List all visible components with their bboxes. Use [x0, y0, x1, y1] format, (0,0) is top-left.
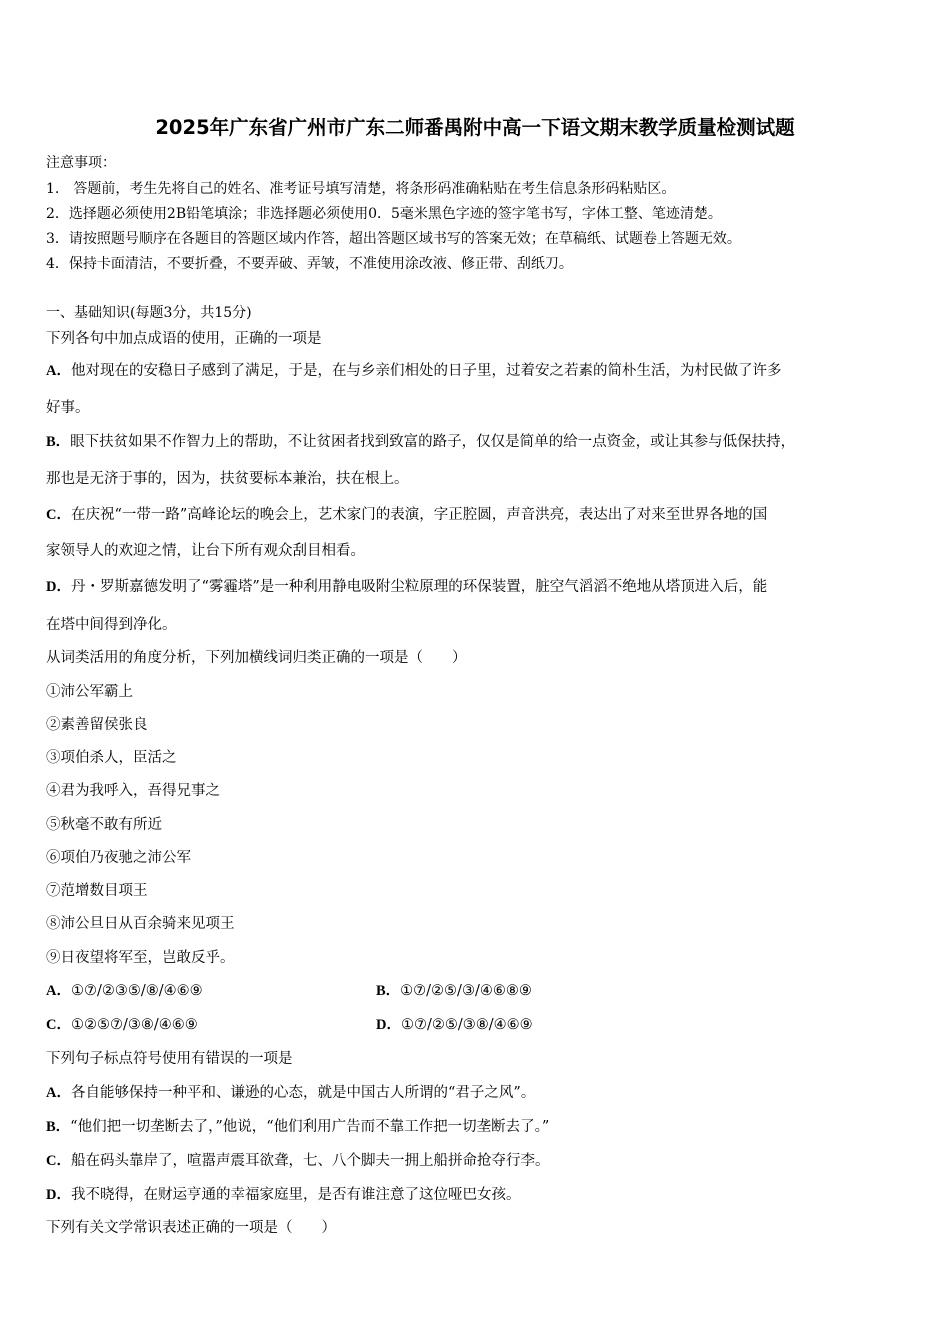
option-letter: A．	[46, 1085, 71, 1101]
option-letter: D．	[46, 1187, 71, 1203]
option-text: “他们把一切垄断去了，”他说，“他们利用广告而不靠工作把一切垄断去了。”	[70, 1119, 550, 1135]
option-text: ①②⑤⑦/③⑧/④⑥⑨	[70, 1017, 198, 1033]
q2-option-c	[46, 1013, 198, 1034]
q1-option-d-cont: 在塔中间得到净化。	[46, 617, 177, 633]
q2-stem: 从词类活用的角度分析，下列加横线词归类正确的一项是（ ）	[46, 650, 467, 666]
option-letter: A．	[46, 983, 71, 999]
q3-option-d	[46, 1183, 520, 1204]
option-text: 丹・罗斯嘉德发明了“雾霾塔”是一种利用静电吸附尘粒原理的环保装置，脏空气滔滔不绝地从塔顶进入后，能	[70, 579, 768, 595]
notice-heading: 注意事项：	[46, 155, 116, 171]
section-heading: 一、基础知识(每题3分，共15分)	[46, 305, 252, 321]
option-text: 眼下扶贫如果不作智力上的帮助，不让贫困者找到致富的路子，仅仅是简单的给一点资金，或让其参与低保扶持，	[70, 434, 796, 450]
q2-item-3: ③项伯杀人，臣活之	[46, 750, 177, 766]
q1-option-c-cont: 家领导人的欢迎之情，让台下所有观众刮目相看。	[46, 543, 365, 559]
option-text: 各自能够保持一种平和、谦逊的心态，就是中国古人所谓的“君子之风”。	[70, 1085, 536, 1101]
option-letter: C．	[46, 1153, 71, 1169]
q1-option-c	[46, 503, 767, 524]
q4-stem: 下列有关文学常识表述正确的一项是（ ）	[46, 1220, 336, 1236]
option-text: 船在码头靠岸了，喧嚣声震耳欲聋，七、八个脚夫一拥上船拼命抢夺行李。	[70, 1153, 550, 1169]
option-letter: D．	[46, 579, 71, 595]
q1-option-d	[46, 575, 767, 596]
option-letter: A．	[46, 363, 71, 379]
notice-item-2: 2．选择题必须使用2B铅笔填涂；非选择题必须使用0．5毫米黑色字迹的签字笔书写，字体工整、笔迹清楚。	[46, 206, 722, 222]
q1-option-b-cont: 那也是无济于事的，因为，扶贫要标本兼治，扶在根上。	[46, 471, 409, 487]
option-text: 我不晓得，在财运亨通的幸福家庭里，是否有谁注意了这位哑巴女孩。	[70, 1187, 521, 1203]
q2-option-b	[376, 979, 532, 1000]
q3-option-c	[46, 1149, 549, 1170]
option-letter: C．	[46, 1017, 71, 1033]
option-letter: B．	[46, 434, 71, 450]
notice-item-4: 4．保持卡面清洁，不要折叠，不要弄破、弄皱，不准使用涂改液、修正带、刮纸刀。	[46, 256, 573, 272]
q2-option-d	[376, 1013, 533, 1034]
q3-stem: 下列句子标点符号使用有错误的一项是	[46, 1051, 293, 1067]
notice-item-3: 3．请按照题号顺序在各题目的答题区域内作答，超出答题区域书写的答案无效；在草稿纸、试题卷上答题无效。	[46, 231, 741, 247]
option-text: ①⑦/②⑤/③⑧/④⑥⑨	[400, 1017, 533, 1033]
q2-item-8: ⑧沛公旦日从百余骑来见项王	[46, 916, 235, 932]
q2-item-9: ⑨日夜望将军至，岂敢反乎。	[46, 950, 235, 966]
option-text: 他对现在的安稳日子感到了满足，于是，在与乡亲们相处的日子里，过着安之若素的简朴生活，为村民做了许多	[70, 363, 782, 379]
q3-option-b	[46, 1115, 549, 1136]
option-text: ①⑦/②⑤/③/④⑥⑧⑨	[400, 983, 532, 999]
option-letter: B．	[46, 1119, 71, 1135]
page-title: 2025年广东省广州市广东二师番禺附中高一下语文期末教学质量检测试题	[155, 116, 795, 139]
q1-stem: 下列各句中加点成语的使用，正确的一项是	[46, 331, 322, 347]
q2-item-1: ①沛公军霸上	[46, 684, 133, 700]
q2-item-2: ②素善留侯张良	[46, 717, 148, 733]
q3-option-a	[46, 1081, 535, 1102]
option-letter: C．	[46, 507, 71, 523]
q2-item-4: ④君为我呼入，吾得兄事之	[46, 783, 220, 799]
option-letter: B．	[376, 983, 401, 999]
q2-item-5: ⑤秋毫不敢有所近	[46, 817, 162, 833]
q2-option-a	[46, 979, 203, 1000]
option-letter: D．	[376, 1017, 401, 1033]
q1-option-a-cont: 好事。	[46, 400, 90, 416]
option-text: ①⑦/②③⑤/⑧/④⑥⑨	[70, 983, 203, 999]
q1-option-b	[46, 430, 795, 451]
q2-item-6: ⑥项伯乃夜驰之沛公军	[46, 850, 191, 866]
notice-item-1: 1. 答题前，考生先将自己的姓名、准考证号填写清楚，将条形码准确粘贴在考生信息条形码粘贴区。	[46, 181, 676, 197]
q1-option-a	[46, 359, 781, 380]
option-text: 在庆祝“一带一路”高峰论坛的晚会上，艺术家门的表演，字正腔圆，声音洪亮，表达出了对来至世界各地的国	[70, 507, 768, 523]
q2-item-7: ⑦范增数目项王	[46, 883, 148, 899]
